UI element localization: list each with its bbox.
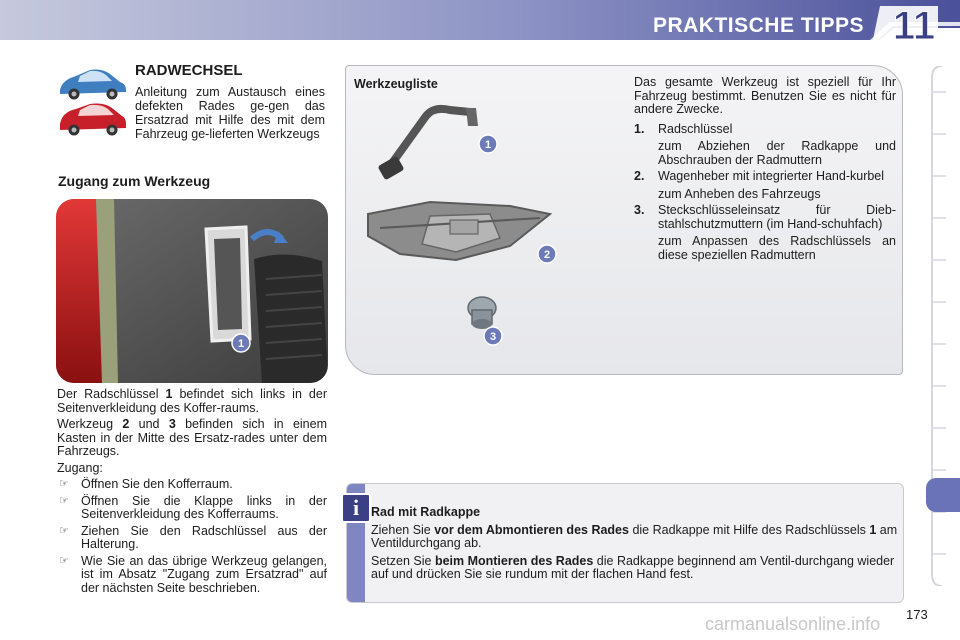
chapter-number: 11: [892, 4, 936, 48]
page-number: 173: [906, 607, 928, 622]
access-heading: Zugang zum Werkzeug: [58, 173, 211, 189]
tools-heading: Werkzeugliste: [354, 77, 438, 91]
active-chapter-tab[interactable]: [926, 478, 960, 512]
callout-2: 2: [543, 249, 551, 261]
access-text: [57, 388, 327, 598]
page-title: PRAKTISCHE TIPPS: [652, 14, 864, 37]
tools-illustration: [360, 96, 560, 372]
list-item: ☞ Wie Sie an das übrige Werkzeug gelangen, ist im Absatz "Zugang zum Ersatzrad" auf der nächsten Seite beschrieben.: [59, 553, 327, 595]
list-item: ☞ Öffnen Sie die Klappe links in der Seitenverkleidung des Kofferraums.: [59, 493, 327, 521]
list-item: ☞ Öffnen Sie den Kofferraum.: [59, 477, 233, 491]
jack-icon: [368, 202, 556, 263]
tools-panel: [345, 65, 903, 375]
trunk-photo: [56, 199, 328, 383]
info-content: [371, 506, 899, 586]
page-header: [0, 0, 960, 54]
list-item: 2. Wagenheber mit integrierter Hand-kurbel zum Anheben des Fahrzeugs: [634, 169, 885, 201]
tools-drawing: [360, 96, 560, 372]
photo-callout-1: 1: [237, 338, 245, 350]
tools-description: [634, 76, 896, 265]
tools-location-text: Werkzeug 2 und 3 befinden sich in einem Kasten in der Mitte des Ersatz-rades unter dem Fahrzeugs.: [57, 417, 327, 458]
list-item: 1. Radschlüssel zum Abziehen der Radkappe und Abschrauben der Radmuttern: [634, 121, 896, 167]
tools-intro: Das gesamte Werkzeug ist speziell für Ihr Fahrzeug bestimmt. Benutzen Sie es nicht für andere Zwecke.: [634, 75, 896, 116]
access-label: Zugang:: [57, 460, 103, 475]
section-title: RADWECHSEL: [135, 62, 243, 79]
callout-3: 3: [489, 331, 497, 343]
wheel-wrench-icon: [377, 108, 497, 180]
info-paragraph: Ziehen Sie vor dem Abmontieren des Rades die Radkappe mit Hilfe des Radschlüssels 1 am Ventildurchgang ab.: [371, 522, 898, 550]
watermark: carmanualsonline.info: [705, 614, 881, 634]
list-item: ☞ Ziehen Sie den Radschlüssel aus der Halterung.: [59, 523, 327, 551]
info-box: [346, 483, 904, 603]
info-title: Rad mit Radkappe: [371, 505, 481, 519]
info-paragraph: Setzen Sie beim Montieren des Rades die Radkappe beginnend am Ventil-durchgang wieder auf und drücken Sie sie rundum mit der flachen Hand fest.: [371, 553, 895, 581]
callout-1: 1: [484, 139, 492, 151]
socket-adapter-icon: [468, 297, 502, 345]
pointing-hand-icon: ☞: [59, 524, 69, 537]
trunk-illustration: [56, 199, 328, 383]
key-location-text: Der Radschlüssel 1 befindet sich links in der Seitenverkleidung des Koffer-raums.: [57, 387, 327, 415]
list-item: 3. Steckschlüsseleinsatz für Dieb-stahlschutzmuttern (im Hand-schuhfach) zum Anpassen des Radschlüssels an diese speziellen Radmuttern: [634, 203, 896, 262]
access-steps: [57, 478, 327, 595]
pointing-hand-icon: ☞: [59, 478, 69, 490]
car-icon: [56, 64, 128, 138]
section-intro: Anleitung zum Austausch eines defekten Rades ge-gen das Ersatzrad mit Hilfe des mit dem Fahrzeug ge-lieferten Werkzeugs: [135, 85, 325, 141]
pointing-hand-icon: ☞: [59, 494, 69, 507]
car-icons: [56, 64, 128, 138]
pointing-hand-icon: ☞: [59, 554, 69, 567]
info-icon: i: [341, 493, 371, 523]
